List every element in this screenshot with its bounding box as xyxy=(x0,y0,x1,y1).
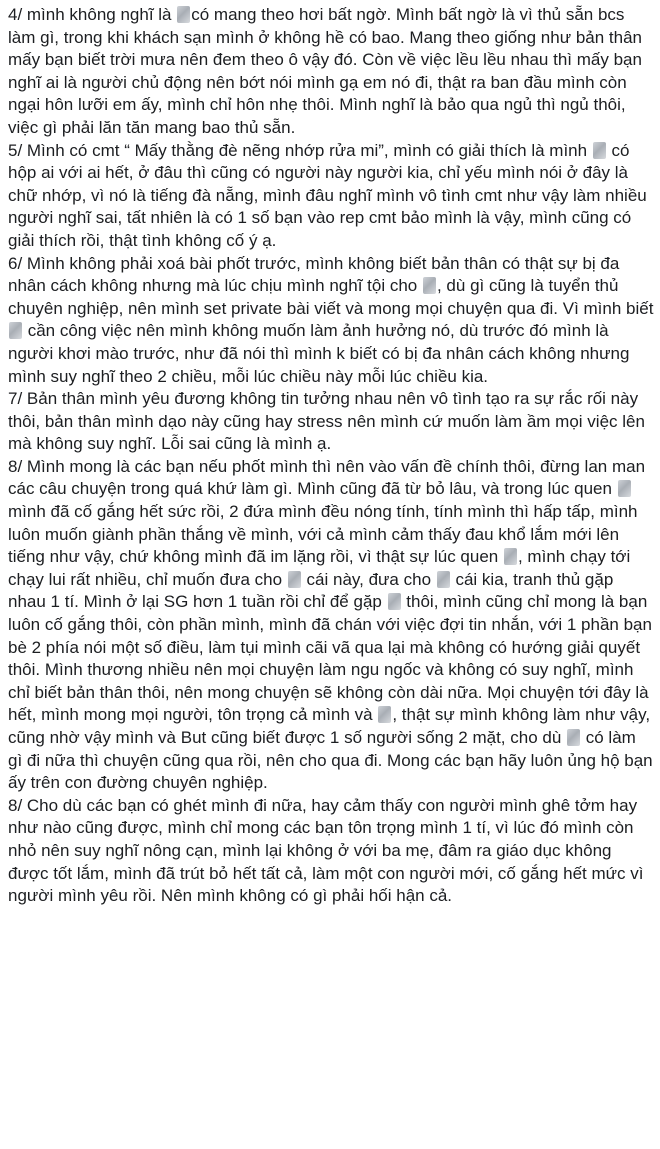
paragraph-8a xyxy=(8,456,654,795)
text-segment: thôi, mình cũng chỉ mong là bạn luôn cố gắng thôi, còn phần mình, mình đã chán với việc đợi tin nhắn, với 1 phần bạn bè 2 phía nói một số điều, làm tụi mình cãi vã qua lại mà không có hướng giải quyết thôi. Mình thương nhiều nên mọi chuyện làm ngu ngốc và không có suy nghĩ, mình chỉ biết bản thân thôi, nên mong chuyện sẽ không còn dài nữa. Mọi chuyện tới đây là hết, mình mong mọi người, tôn trọng cả mình và xyxy=(8,592,652,725)
text-segment: mình đã cố gắng hết sức rồi, 2 đứa mình đều nóng tính, tính mình thì hấp tấp, mình luôn muốn giành phần thắng về mình, với cả mình cảm thấy đau khổ lắm mới lên tiếng như vậy, chứ không mình đã im lặng rồi, vì thật sự lúc quen xyxy=(8,502,638,567)
text-segment: 5/ Mình có cmt “ Mấy thằng đè nẽng nhớp rửa mi”, mình có giải thích là mình xyxy=(8,140,592,160)
text-segment: 8/ Cho dù các bạn có ghét mình đi nữa, hay cảm thấy con người mình ghê tởm hay như nào cũng được, mình chỉ mong các bạn tôn trọng mình 1 tí, vì lúc đó mình còn nhỏ nên suy nghĩ nông cạn, mình lại không ở với ba mẹ, đâm ra giáo dục không được tốt lắm, mình đã trút bỏ hết tất cả, làm một con người mới, cố gắng hết mức vì người mình yêu rồi. Nên mình không có gì phải hối hận cả. xyxy=(8,795,644,906)
paragraph-6 xyxy=(8,253,654,389)
text-segment: có hộp ai với ai hết, ở đâu thì cũng có người này người kia, chỉ yếu mình nói ở đây là chữ nhớp, vì nó là tiếng đà nẵng, mình đâu nghĩ mình vô tình cmt như vậy làm nhiều người nghĩ sai, tất nhiên là có 1 số bạn vào rep cmt bảo mình là vậy, mình cũng có giải thích rồi, thật tình không cố ý ạ. xyxy=(8,140,647,250)
blurred-name-icon xyxy=(567,729,580,746)
blurred-name-icon xyxy=(618,480,631,497)
text-segment: 4/ mình không nghĩ là xyxy=(8,5,177,24)
text-segment: 6/ Mình không phải xoá bài phốt trước, mình không biết bản thân có thật sự bị đa nhân cách không nhưng mà lúc chịu mình nghĩ tội cho xyxy=(8,253,620,296)
text-segment: có mang theo hơi bất ngờ. Mình bất ngờ là vì thủ sẵn bcs làm gì, trong khi khách sạn mình ở không hề có bao. Mang theo giống như bản thân mấy bạn biết trời mưa nên đem theo ô vậy đó. Còn về việc lều lều nhau thì mấy bạn nghĩ ai là người chủ động nên bớt nói mình gạ em nó đi, thật ra ban đầu mình còn ngại hôn lưỡi em ấy, mình chỉ hôn nhẹ thôi. Mình nghĩ là bảo qua ngủ thì ngủ thôi, việc gì phải lăn tăn mang bao thủ sẵn. xyxy=(8,5,642,137)
text-segment: , dù gì cũng là tuyển thủ chuyên nghiệp, nên mình set private bài viết và mong mọi chuyện qua đi. Vì mình biết xyxy=(8,276,654,318)
text-segment: 7/ Bản thân mình yêu đương không tin tưởng nhau nên vô tình tạo ra sự rắc rối này thôi, bản thân mình dạo này cũng hay stress nên mình cứ muốn làm ầm mọi việc lên mà không suy nghĩ. Lỗi sai cũng là mình ạ. xyxy=(8,389,645,454)
blurred-name-icon xyxy=(504,548,517,565)
text-segment: cái này, đưa cho xyxy=(301,569,436,589)
blurred-name-icon xyxy=(9,322,22,339)
blurred-name-icon xyxy=(423,277,436,294)
paragraph-8b xyxy=(8,795,654,908)
text-segment: có làm gì đi nữa thì chuyện cũng qua rồi, nên cho qua đi. Mong các bạn hãy luôn ủng hộ bạn ấy trên con đường chuyên nghiệp. xyxy=(8,728,653,793)
text-segment: 8/ Mình mong là các bạn nếu phốt mình thì nên vào vấn đề chính thôi, đừng lan man các câu chuyện trong quá khứ làm gì. Mình cũng đã từ bỏ lâu, và trong lúc quen xyxy=(8,456,646,499)
paragraph-5 xyxy=(8,140,654,253)
text-segment: , thật sự mình không làm như vậy, cũng nhờ vậy mình và But cũng biết được 1 số người sống 2 mặt, cho dù xyxy=(8,705,651,747)
text-segment: cái kia, tranh thủ gặp nhau 1 tí. Mình ở lại SG hơn 1 tuần rồi chỉ để gặp xyxy=(8,569,614,612)
blurred-name-icon xyxy=(593,142,606,159)
blurred-name-icon xyxy=(378,706,391,723)
blurred-name-icon xyxy=(437,571,450,588)
blurred-name-icon xyxy=(388,593,401,610)
paragraph-7 xyxy=(8,388,654,456)
paragraph-4 xyxy=(8,4,654,140)
text-segment: , mình chạy tới chạy lui rất nhiều, chỉ muốn đưa cho xyxy=(8,547,631,589)
blurred-name-icon xyxy=(288,571,301,588)
blurred-name-icon xyxy=(177,6,190,23)
text-segment: cần công việc nên mình không muốn làm ảnh hưởng nó, dù trước đó mình là người khơi mào trước, như đã nói thì mình k biết có bị đa nhân cách không nhưng mình suy nghĩ theo 2 chiều, mỗi lúc chiều này mỗi lúc chiều kia. xyxy=(8,321,630,386)
